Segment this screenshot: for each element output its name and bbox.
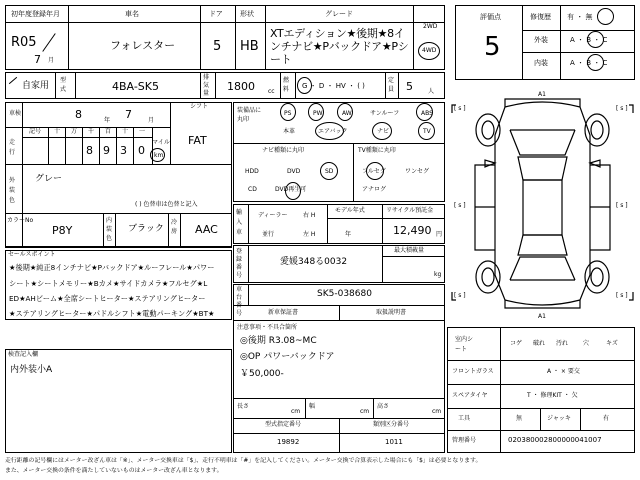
equip-ps: PS [284,110,292,117]
first-reg-era: R05 [11,35,37,50]
recycle-unit: 円 [436,231,443,238]
equip-leather: 本革 [283,128,296,135]
class-no-label: 類別区分番号 [373,421,410,428]
interior-color-label: 内装色 [106,217,113,242]
model-year-unit: 年 [345,231,352,238]
plate-value: 愛媛348る0032 [280,257,348,267]
import-dealer: ディーラー [258,212,288,219]
interior-circle [587,54,604,71]
jack-value: 有 [603,415,610,422]
tv-type-label: TV種類に丸印 [358,147,396,154]
max-load-unit: kg [434,271,442,278]
tv-fullseg: フルセグ [362,168,386,175]
tools-label: 工具 [458,415,471,422]
inspection-month-unit: 月 [148,117,155,124]
mileage-digit-label-2: 万 [71,128,78,135]
km-circle [150,148,165,162]
mgmt-value: 020380002800000041007 [508,436,602,444]
mileage-unit-mile: マイル [152,139,170,146]
model-code-label: 型式 [60,77,67,93]
chassis-value: SK5-038680 [317,289,372,299]
import-right: 右 H [303,212,316,219]
nav-hdd: HDD [245,168,259,175]
tv-oneseg: ワンセグ [405,168,430,175]
first-reg-month: 7 [34,53,41,66]
spare-options: T ・ 修理KIT ・ 欠 [527,392,578,399]
equip-sunroof: サンルーフ [370,110,400,117]
car-diagram [450,85,635,320]
equip-pw: PW [313,110,323,117]
ac-label: 冷房 [171,219,178,235]
model-name: フォレスター [110,39,176,52]
equip-aw: AW [342,110,352,117]
model-year-label: モデル年式 [335,207,365,214]
sd-circle [320,162,338,180]
diagram-bracket-ml: [ s ] [454,202,466,209]
import-left: 左 H [303,231,316,238]
height-label: 高さ [377,403,390,410]
interior-label: 内装 [534,59,548,67]
score-label: 評価点 [480,13,501,21]
width-label: 幅 [309,403,316,410]
abs-circle [416,103,433,121]
spare-label: スペアタイヤ [452,392,488,399]
fuel-label: 燃料 [283,77,290,93]
model-code-value: 4BA-SK5 [112,80,159,93]
mileage-label: 走行 [9,139,16,156]
interior-options: A ・ B ・ C [570,59,608,67]
repair-options: 有 ・ 無 [567,13,593,21]
nav-sd: SD [325,168,334,175]
glass-label: フロントガラス [452,368,494,375]
equipment-label: 装備品に丸印 [237,107,262,123]
inspector-note: 内外装小A [10,365,53,375]
note-line-0: ◎後期 R3.08~MC [240,336,317,346]
selling-line-3: ★ステアリングヒーター★パドルシフト★電動パーキング★BT★ [9,309,215,318]
grade-label: グレード [325,10,353,18]
length-label: 長さ [237,403,250,410]
equip-airbag: エアバック [318,128,348,135]
tools-value: 無 [516,415,523,422]
drive-2wd: 2WD [423,23,438,30]
equip-abs: ABS [421,110,433,117]
mileage-digit-3: 9 [103,144,110,157]
shift-value: FAT [188,134,207,147]
equip-navi: ナビ [377,128,390,135]
mileage-digit-5: 0 [138,144,145,157]
inspection-year: 8 [75,108,82,121]
mileage-unit-km: km [154,152,164,159]
diagram-bracket-bl: [ s ] [454,292,466,299]
shape-value: HB [240,39,259,54]
fuel-circle [297,77,312,94]
footer-line-1: 走行距離の記号欄にはメーター改ざん車は「※」、メーター交換車は「$」、走行不明車は「#」を記入してください。メーター交換で合算表示した場合にも「$」は必要となります。 [5,458,482,464]
repair-label: 修復歴 [530,13,551,21]
mileage-digit-label-3: 千 [88,128,95,135]
type-no-label: 型式指定番号 [265,421,302,428]
color-value: グレー [35,174,63,184]
note-line-2: ￥50,000- [240,369,284,379]
import-label: 輸入車 [236,209,243,236]
equip-tv: TV [423,128,431,135]
mileage-digit-label-6: 一 [139,128,146,135]
import-parallel: 並行 [262,231,275,238]
diagram-bracket-mr: [ s ] [616,202,628,209]
airbag-circle [315,122,344,140]
drive-4wd: 4WD [422,47,437,54]
inspection-label: 車検 [9,110,22,117]
selling-line-1: シート★シートメモリー★Bカメ★サイドカメラ★フルセグ★L [9,279,208,288]
manual-label: 取扱説明書 [376,309,407,316]
first-reg-label: 初年度登録年月 [11,10,60,18]
footer-line-2: また、メーター交換の条件を満たしていないものはメーター改ざん車となります。 [5,468,223,474]
mgmt-label: 管理番号 [452,437,477,444]
mileage-digit-label-1: 十 [54,128,61,135]
capacity-value: 5 [406,80,413,93]
repair-circle [597,8,614,25]
cc-unit: cc [268,88,275,95]
selling-line-2: ED★AHビーム★全席シートヒーター★ステアリングヒーター [9,294,206,303]
nav-dvd: DVD [287,168,301,175]
mileage-digit-label-5: 十 [122,128,129,135]
recycle-label: リサイクル預託金 [386,207,434,214]
width-unit: cm [360,408,370,415]
model-label: 車名 [125,10,139,18]
capacity-unit: 人 [428,88,435,95]
doors-value: 5 [213,39,222,54]
ac-value: AAC [195,223,218,236]
glass-options: A ・ × 要交 [547,368,580,375]
shift-label: シフト [190,103,209,110]
length-unit: cm [291,408,301,415]
grade-value: XTエディション★後期★8インチナビ★Pバックドア★Pシート [270,27,409,66]
notes-label: 注意事項・不具合箇所 [237,324,298,331]
score-value: 5 [484,32,501,62]
mileage-digit-4: 3 [120,144,127,157]
seat-opt-3: 穴 [583,340,590,347]
ps-circle [280,103,296,121]
navi-circle [372,122,392,140]
nav-cd: CD [248,186,257,193]
seat-opt-1: 破れ [533,340,546,347]
warranty-label: 新車保証書 [268,309,299,316]
type-no-value: 19892 [277,438,300,446]
aw-circle [337,103,353,121]
seat-opt-0: コゲ [510,340,523,347]
shape-label: 形状 [240,10,254,18]
registration-label: 登録番号 [236,248,243,279]
max-load-label: 最大積載量 [394,247,425,254]
exterior-circle [587,31,604,48]
jack-label: ジャッキ [547,415,571,422]
class-no-value: 1011 [385,438,403,446]
dvd-play-circle [285,182,301,200]
tv-analog: アナログ [362,186,387,193]
capacity-label: 定員 [388,77,395,93]
seat-label: 室内シート [455,336,474,353]
seat-opt-2: 汚れ [556,340,569,347]
color-label: 外装色 [9,177,16,204]
height-unit: cm [432,408,442,415]
diagram-bracket-tl: [ s ] [454,105,466,112]
month-unit: 月 [48,57,55,64]
interior-color-value: ブラック [128,224,164,234]
displacement-value: 1800 [227,80,255,93]
inspection-month: 7 [125,108,132,121]
nav-type-label: ナビ種類に丸印 [262,147,305,154]
displacement-label: 排気量 [203,74,210,97]
diagram-rear-mark: A1 [538,313,546,320]
inspector-label: 検査記入欄 [8,351,39,358]
exterior-options: A ・ B ・ C [570,36,608,44]
color-note: ( ) 色替車は色替と記入 [135,201,198,208]
chassis-label: 車台番号 [236,286,243,317]
seat-opt-4: キズ [606,340,618,347]
selling-points-label: セールスポイント [8,251,56,258]
pw-circle [308,103,324,121]
diagram-bracket-tr: [ s ] [616,105,628,112]
fullseg-circle [366,162,384,180]
nav-dvd-play: DVD再生可 [275,186,307,193]
color-code-value: P8Y [52,224,73,237]
mileage-digit-2: 8 [86,144,93,157]
recycle-value: 12,490 [393,224,432,237]
selling-line-0: ★後期★純正8インチナビ★Pバックドア★ルーフレール★パワー [9,263,215,272]
inspection-year-unit: 年 [104,117,111,124]
spec-row [5,72,445,99]
tv-circle [418,122,435,140]
diagram-bracket-br: [ s ] [616,292,628,299]
diagram-front-mark: A1 [538,91,546,98]
exterior-label: 外装 [534,36,548,44]
fuel-options: G ・ D ・ HV ・ ( ) [302,82,365,90]
color-code-label: カラーNo [7,217,34,224]
door-label: ドア [209,10,223,18]
mileage-digit-label-0: 記号 [29,128,42,135]
note-line-1: ◎OP パワーバックドア [240,352,335,362]
usage-value: 自家用 [22,81,50,91]
mileage-digit-label-4: 百 [105,128,112,135]
